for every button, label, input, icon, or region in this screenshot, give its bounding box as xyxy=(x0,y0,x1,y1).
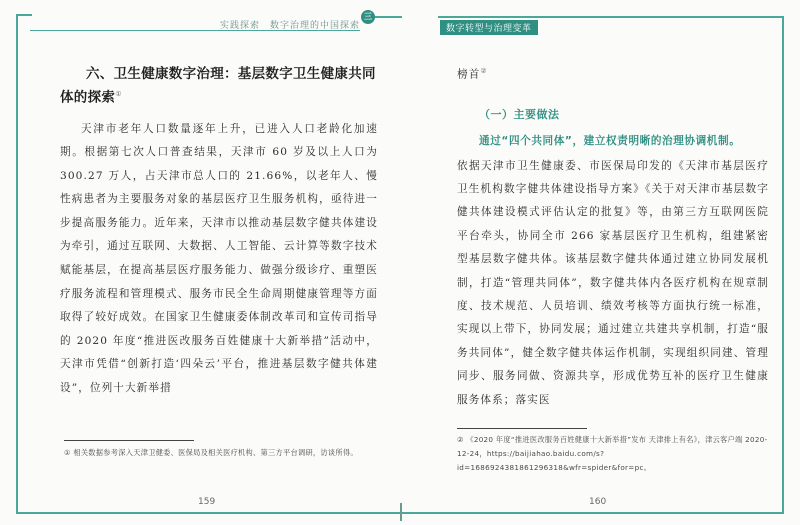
left-page xyxy=(60,64,378,401)
left-footnote-rule xyxy=(64,440,194,441)
frame-right-line xyxy=(782,16,784,514)
frame-left-line xyxy=(16,24,18,512)
frame-top-right-line xyxy=(438,16,784,18)
right-page-number: 160 xyxy=(589,497,607,507)
running-head-right: 数字转型与治理变革 xyxy=(440,20,538,35)
gutter-mark xyxy=(400,503,402,521)
footnote-marker: ① xyxy=(115,90,122,98)
left-page-number: 159 xyxy=(198,497,216,507)
frame-corner xyxy=(16,14,32,26)
footnote-marker: ② xyxy=(480,67,488,75)
subsection-heading: （一）主要做法 xyxy=(479,107,560,121)
right-footnote: ② 《2020 年度“推进医改服务百姓健康十大新举措”发布 天津排上有名》，津云客户端 2020-12-24，https://baijiahao.baidu.com/s?id=1686924381861296318&wfr=spider&for=pc。 xyxy=(457,435,768,472)
left-body-paragraph: 天津市老年人口数量逐年上升，已进入人口老龄化加速期。根据第七次人口普查结果，天津市 60 岁及以上人口为 300.27 万人，占天津市总人口的 21.66%，以老年人、慢性病患者为主要服务对象的基层医疗卫生服务机构，亟待进一步提高服务能力。近年来，天津市以推动基层数字健共体建设为牵引，通过互联网、大数据、人工智能、云计算等数字技术赋能基层，在提高基层医疗服务能力、做强分级诊疗、重塑医疗服务流程和管理模式、服务市民全生命周期健康管理等方面取得了较好成效。在国家卫生健康委体制改革司和宣传司指导的 2020 年度“推进医改服务百姓健康十大新举措”活动中，天津市凭借“创新打造‘四朵云’平台，推进基层数字健共体建设”，位列十大新举措 xyxy=(60,122,378,395)
section-heading xyxy=(60,64,378,108)
right-page xyxy=(457,62,769,412)
chapter-badge: 三 xyxy=(361,10,375,24)
left-footnote: ① 相关数据参考深入天津卫健委、医保局及相关医疗机构、第三方平台调研，访谈所得。 xyxy=(64,448,358,457)
section-heading-text: 六、卫生健康数字治理：基层数字卫生健康共同体的探索 xyxy=(60,66,376,106)
right-body-paragraph: 依据天津市卫生健康委、市医保局印发的《天津市基层医疗卫生机构数字健共体建设指导方案》《关于对天津市基层数字健共体建设模式评估认定的批复》等，由第三方互联网医院平台牵头，协同全市 266 家基层医疗卫生机构，组建紧密型基层数字健共体。该基层数字健共体通过建立协同发展机制，打造“管理共同体”，数字健共体内各医疗机构在规章制度、技术规范、人员培训、绩效考核等方面执行统一标准，实现以上带下，协同发展；通过建立共建共享机制，打造“服务共同体”，健全数字健共体运作机制，实现组织同建、管理同步、服务同做、资源共享，形成优势互补的医疗卫生健康服务体系；落实医 xyxy=(457,159,769,406)
frame-top-tail-line xyxy=(372,16,402,18)
subsection-lead: 通过“四个共同体”，建立权责明晰的治理协调机制。 xyxy=(479,134,741,147)
right-lead-text: 榜首 xyxy=(457,68,481,81)
right-lead xyxy=(457,62,769,84)
right-footnote-rule xyxy=(457,428,587,429)
running-head-left: 实践探索 数字治理的中国探索 xyxy=(219,21,360,31)
